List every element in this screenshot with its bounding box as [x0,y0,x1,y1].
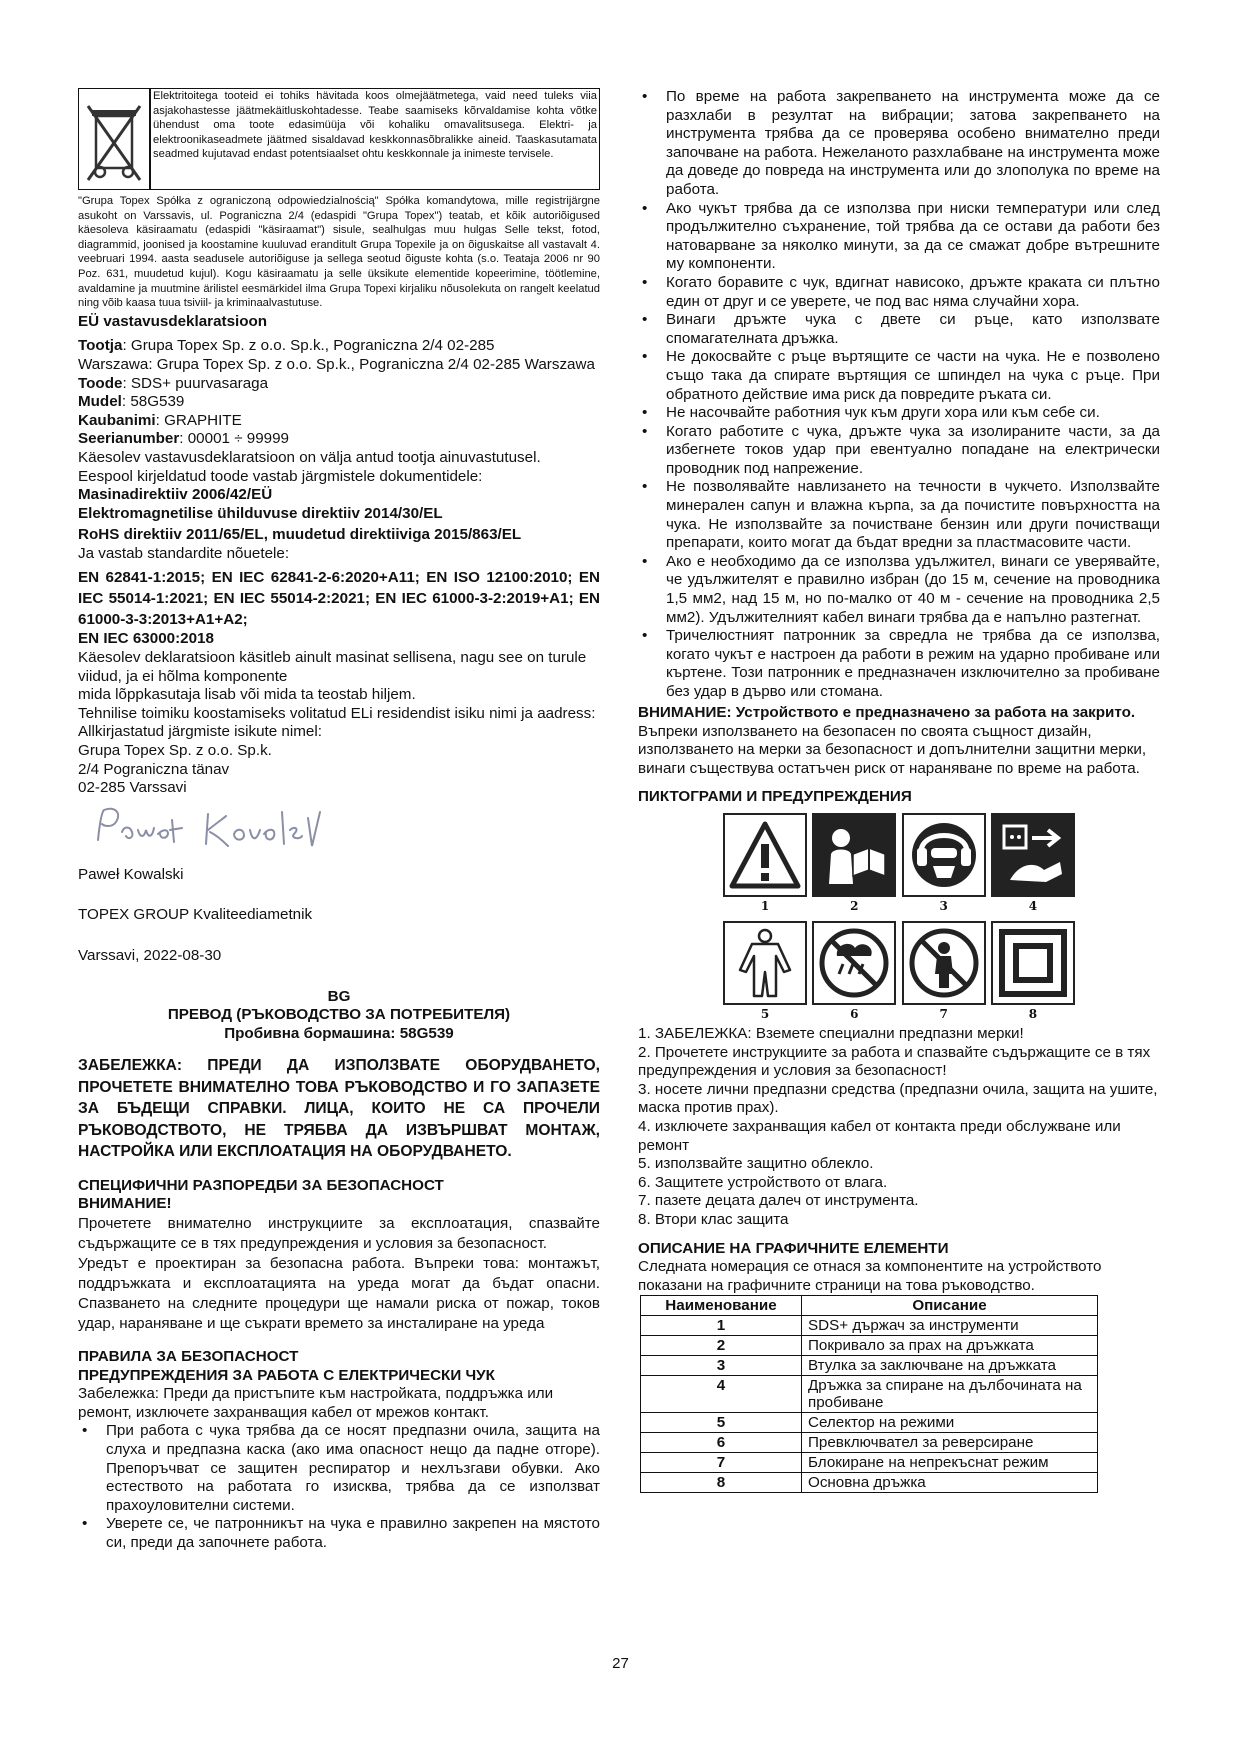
pictogram-number: 3 [939,898,948,913]
list-item: • По време на работа закрепването на инструмента може да се разхлаби в резултат на вибрации; затова закрепването на инструмента трябва да се проверява особено внимателно преди започване на работа. Нежеланото разхлабване на инструмента може да доведе до повреда на инструмента или до злополука по време на работа. [638,88,1160,200]
part-description: Селектор на режими [802,1413,1098,1433]
list-item: • При работа с чука трябва да се носят предпазни очила, защита на слуха и предпазна каска (ако има опасност нещо да падне отгоре). Препоръчват се защитен респиратор и нехлъзгави обувки. Ако естеството на работата го изисква, трябва да се използват прахоуловителни системи. [78,1422,600,1515]
list-item: • Ако чукът трябва да се използва при ниски температури или след продължително съхранение, той трябва да се остави да работи без натоварване за няколко минути, за да се смажат добре вътрешните му компоненти. [638,200,1160,274]
part-description: Блокиране на непрекъснат режим [802,1453,1098,1473]
directive-emc: Elektromagnetilise ühilduvuse direktiiv 2014/30/EL [78,504,443,522]
part-description: Покривало за прах на дръжката [802,1336,1098,1356]
warning-title: ВНИМАНИЕ! [78,1195,172,1213]
signature [88,800,600,860]
standards-list-2: EN IEC 63000:2018 [78,630,214,648]
brand-line: Kaubanimi: GRAPHITE [78,411,242,429]
part-description: Втулка за заключване на дръжката [802,1356,1098,1376]
serial-line: Seerianumber: 00001 ÷ 99999 [78,430,289,448]
table-row [641,1336,1098,1356]
part-number: 1 [641,1316,802,1336]
declaration-line-7: Allkirjastatud järgmiste isikute nimel: [78,723,322,741]
warning-triangle-icon [723,813,807,897]
declaration-line-5: mida lõppkasutaja lisab või mida ta teostab hiljem. [78,686,416,704]
list-item: 8. Втори клас защита [638,1210,789,1228]
directive-rohs: RoHS direktiiv 2011/65/EL, muudetud direktiiviga 2015/863/EL [78,526,522,544]
declaration-line-4: Käesolev deklaratsioon käsitleb ainult masinat sellisena, nagu see on turule viidud, ja ei hõlma komponente [78,649,587,685]
table-row [641,1356,1098,1376]
part-number: 5 [641,1413,802,1433]
list-item: 4. изключете захранващия кабел от контакта преди обслужване или ремонт [638,1117,1121,1154]
manual-subtitle: Пробивна бормашина: 58G539 [224,1024,454,1042]
table-header: Наименование [641,1296,802,1316]
pictogram-legend [638,1025,1160,1230]
table-row [641,1413,1098,1433]
read-manual-icon [812,813,896,897]
table-header: Описание [802,1296,1098,1316]
list-item: • Когато боравите с чук, вдигнат нависоко, дръжте краката си плътно един от друг и се уверете, че под вас няма случайни хора. [638,274,1160,311]
manufacturer-line: Tootja: Grupa Topex Sp. z o.o. Sp.k., Pograniczna 2/4 02-285 [78,337,495,355]
graphics-intro: Следната номерация се отнася за компонентите на устройството показани на графичните страници на това ръководство. [638,1258,1102,1294]
list-item: • Когато работите с чука, дръжте чука за изолираните части, за да избегнете токов удар при евентуално попадане на електрически проводник под напрежение. [638,423,1160,479]
pictograms-title: ПИКТОГРАМИ И ПРЕДУПРЕЖДЕНИЯ [638,788,912,806]
specific-safety-title: СПЕЦИФИЧНИ РАЗПОРЕДБИ ЗА БЕЗОПАСНОСТ [78,1176,444,1194]
part-description: Превключвател за реверсиране [802,1433,1098,1453]
parts-table [640,1295,1098,1493]
declaration-line-6: Tehnilise toimiku koostamiseks volitatud ELi residendist isiku nimi ja aadress: [78,704,596,722]
part-description: Дръжка за спиране на дълбочината на пробиване [802,1376,1098,1413]
declaration-line-10: 02-285 Varssavi [78,779,187,797]
hammer-warnings-title: ПРЕДУПРЕЖДЕНИЯ ЗА РАБОТА С ЕЛЕКТРИЧЕСКИ ЧУК [78,1366,495,1384]
part-number: 3 [641,1356,802,1376]
class-ii-protection-icon [991,921,1075,1005]
list-item: • Тричелюстният патронник за свредла не трябва да се използва, когато чукът е настроен да работи в режим на ударно пробиване или къртене. Този патронник е предназначен изключително за пробиване без удар в дърво или стомана. [638,627,1160,701]
standards-list: EN 62841-1:2015; EN IEC 62841-2-6:2020+A11; EN ISO 12100:2010; EN IEC 55014-1:2021; EN IEC 55014-2:2021; EN IEC 61000-3-2:2019+A1; EN 61000-3-3:2013+A1+A2; [78,569,600,629]
list-item: • Винаги дръжте чука с двете си ръце, като използвате спомагателната дръжка. [638,311,1160,348]
part-number: 8 [641,1473,802,1493]
residual-risk: Въпреки използването на безопасен по своята същност дизайн, използването на мерки за безопасност и допълнителни защитни мерки, винаги съществува остатъчен риск от нараняване по време на работа. [638,722,1147,777]
protective-clothing-icon [723,921,807,1005]
hammer-note: Забележка: Преди да пристъпите към настройката, поддръжка или ремонт, изключете захранващия кабел от мрежов контакт. [78,1385,554,1421]
list-item: 7. пазете децата далеч от инструмента. [638,1192,919,1210]
pictogram-number: 6 [850,1006,859,1021]
pictogram-number: 8 [1028,1006,1038,1021]
part-number: 2 [641,1336,802,1356]
directive-machinery: Masinadirektiiv 2006/42/EÜ [78,486,273,504]
declaration-line-2: Eespool kirjeldatud toode vastab järgmistele dokumentidele: [78,467,483,485]
declaration-line-8: Grupa Topex Sp. z o.o. Sp.k. [78,742,272,760]
signer-name: Paweł Kowalski [78,865,184,883]
table-row [641,1453,1098,1473]
list-item: • Не докосвайте с ръце въртящите се части на чука. Не е позволено също така да спирате въртящия се шпиндел на чука с ръце. При обратното действие има риск да повредите ръката си. [638,348,1160,404]
right-column [638,88,1160,1493]
part-number: 7 [641,1453,802,1473]
pictogram-number: 7 [939,1006,948,1021]
protect-from-moisture-icon [812,921,896,1005]
part-number: 6 [641,1433,802,1453]
list-item: 2. Прочетете инструкциите за работа и спазвайте съдържащите се в тях предупреждения и условия за безопасност! [638,1043,1151,1080]
list-item: • Не позволявайте навлизането на течности в чукчето. Използвайте минерален сапун и влажна кърпа, за да почистите повърхността на чука. Не използвайте за почистване бензин или други почистващи препарати, които могат да бъдат вредни за пластмасовите части. [638,478,1160,552]
unplug-before-service-icon [991,813,1075,897]
model-line: Mudel: 58G539 [78,393,185,411]
declaration-line-1: Käesolev vastavusdeklaratsioon on välja antud tootja ainuvastutusel. [78,448,541,466]
safety-rules-title: ПРАВИЛА ЗА БЕЗОПАСНОСТ [78,1348,299,1366]
left-column [78,88,600,1553]
pictogram-number: 1 [760,898,770,913]
part-description: SDS+ държач за инструменти [802,1316,1098,1336]
language-code: BG [327,987,351,1005]
list-item: 3. носете лични предпазни средства (предпазни очила, защита на ушите, маска против прах). [638,1080,1158,1117]
manufacturer-address: Warszawa: Grupa Topex Sp. z o.o. Sp.k., Pograniczna 2/4 02-285 Warszawa [78,355,595,373]
weee-notice [78,88,600,190]
indoor-use-warning: ВНИМАНИЕ: Устройството е предназначено за работа на закрито. [638,703,1136,721]
manual-title: ПРЕВОД (РЪКОВОДСТВО ЗА ПОТРЕБИТЕЛЯ) [167,1006,511,1024]
protective-equipment-icon [902,813,986,897]
place-date: Varssavi, 2022-08-30 [78,947,222,964]
specific-safety-p1: Прочетете внимателно инструкциите за експлоатация, спазвайте съдържащите се в тях предупреждения и условия за безопасност. [78,1215,600,1253]
list-item: 1. ЗАБЕЛЕЖКА: Вземете специални предпазни мерки! [638,1024,1024,1042]
specific-safety-p2: Уредът е проектиран за безопасна работа. Въпреки това: монтажът, поддръжката и експлоатацията на уреда могат да бъдат опасни. Спазването на следните процедури ще намали риска от пожар, токов удар, нараняване и ще съкрати времето за инсталиране на уреда [78,1255,600,1333]
page-number: 27 [612,1655,629,1672]
pictogram-number: 5 [760,1006,770,1021]
table-row [641,1473,1098,1493]
manual-note: ЗАБЕЛЕЖКА: ПРЕДИ ДА ИЗПОЛЗВАТЕ ОБОРУДВАНЕТО, ПРОЧЕТЕТЕ ВНИМАТЕЛНО ТОВА РЪКОВОДСТВО И ГО ЗАПАЗЕТЕ ЗА БЪДЕЩИ СПРАВКИ. ЛИЦА, КОИТО НЕ СА ПРОЧЕЛИ РЪКОВОДСТВОТО, НЕ ТРЯБВА ДА ИЗВЪРШВАТ МОНТАЖ, НАСТРОЙКА ИЛИ ЕКСПЛОАТАЦИЯ НА ОБОРУДВАНЕТО. [78,1057,600,1161]
pictogram-grid [723,813,1075,1021]
list-item: • Уверете се, че патронникът на чука е правилно закрепен на мястото си, преди да започнете работа. [78,1515,600,1552]
list-item: • Ако е необходимо да се използва удължител, винаги се уверявайте, че удължителят е правилно избран (до 15 м, сечение на проводника 1,5 мм2, над 15 м, но по-малко от 40 м - сечение на проводника 2,5 мм2). Удължителният кабел винаги трябва да е напълно разтегнат. [638,553,1160,627]
pictogram-number: 4 [1028,898,1038,913]
product-line: Toode: SDS+ puurvasaraga [78,374,269,392]
list-item: • Не насочвайте работния чук към други хора или към себе си. [638,404,1160,423]
weee-text: Elektritoitega tooteid ei tohiks hävitada koos olmejäätmetega, vaid need tuleks viia asjakohastesse jäätmekäitluskohtadesse. Teabe saamiseks kõrvaldamise kohta võtke ühendust oma toote edasimüüja või kohaliku omavalitsusega. Elektri- ja elektroonikaseadmete jäätmed sisaldavad keskkonnasõbralikke aineid. Taaskasutamata seadmed kujutavad endast potentsiaalset ohtu keskkonnale ja inimeste tervisele. [150,88,600,190]
left-bullet-list [78,1422,600,1552]
list-item: 5. използвайте защитно облекло. [638,1155,874,1173]
keep-children-away-icon [902,921,986,1005]
part-description: Основна дръжка [802,1473,1098,1493]
list-item: 6. Защитете устройството от влага. [638,1173,888,1191]
declaration-line-9: 2/4 Pograniczna tänav [78,760,230,778]
table-row [641,1316,1098,1336]
graphics-title: ОПИСАНИЕ НА ГРАФИЧНИТЕ ЕЛЕМЕНТИ [638,1239,949,1257]
crossed-out-wheelie-bin-icon [78,88,150,190]
table-row [641,1376,1098,1413]
pictogram-number: 2 [850,898,859,913]
declaration-line-3: Ja vastab standardite nõuetele: [78,544,290,562]
copyright-notice: "Grupa Topex Spółka z ograniczoną odpowiedzialnością" Spółka komandytowa, mille registrijärgne asukoht on Varssavis, ul. Pograniczna 2/4 (edaspidi "Grupa Topex") teatab, et kõik autoriõigused käesoleva käsiraamatu (edaspidi "käsiraamat") sisule, sealhulgas muu hulgas Selle tekst, fotod, diagrammid, joonised ja koostamine kuuluvad eranditult Grupa Topexile ja on õiguskaitse all vastavalt 4. veebruari 1994. aasta seadusele autoriõiguse ja sellega seotud õiguste kohta (s.o. Teataja 2006 nr 90 Poz. 631, muudetud kujul). Kogu käsiraamatu ja selle üksikute elementide kopeerimine, töötlemine, avaldamine ja muutmine ärilistel eesmärkidel ilma Grupa Topexi kirjaliku nõusolekuta on rangelt keelatud ning võib kaasa tuua tsiviil- ja kriminaalvastutuse. [78,195,600,310]
table-row [641,1433,1098,1453]
right-bullet-list [638,88,1160,702]
part-number: 4 [641,1376,802,1413]
table-header-row [641,1296,1098,1316]
declaration-title: EÜ vastavusdeklaratsioon [78,312,268,330]
signer-title: TOPEX GROUP Kvaliteediametnik [78,906,313,924]
